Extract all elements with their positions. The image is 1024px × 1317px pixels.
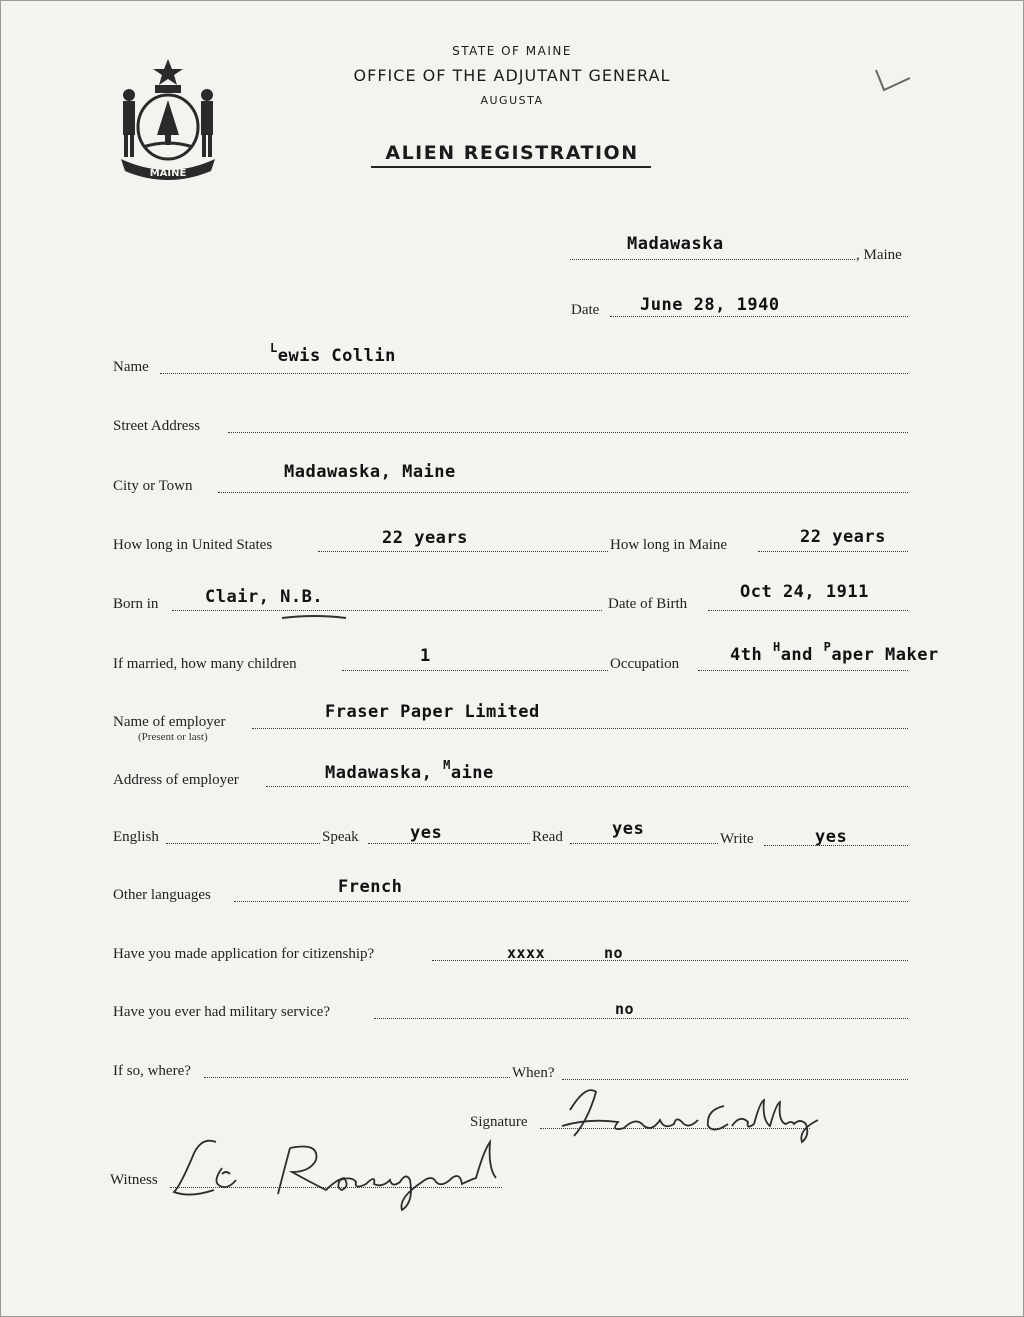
street-line [228,432,908,433]
city-line [218,492,908,493]
children-label: If married, how many children [113,656,297,672]
occupation-line [698,670,908,671]
occupation-value: 4th $^H$and $^P$aper Maker [730,640,939,665]
write-label: Write [720,831,754,847]
city-value: Madawaska, Maine [284,462,456,482]
read-label: Read [532,829,563,845]
city-heading: AUGUSTA [480,94,544,107]
office-heading: OFFICE OF THE ADJUTANT GENERAL [353,66,671,85]
military-line [374,1018,908,1019]
name-value [270,341,396,366]
speak-value: yes [410,823,443,843]
date-label: Date [571,302,600,318]
underline-mark [280,612,350,622]
date-line [610,316,908,317]
city-label: City or Town [113,478,193,494]
title-underline [371,166,651,168]
when-label: When? [512,1065,555,1081]
other-languages-line [234,901,908,902]
military-label: Have you ever had military service? [113,1004,330,1020]
employer-address-line [266,786,908,787]
write-value: yes [815,827,848,847]
how-long-us-label: How long in United States [113,537,273,553]
dob-line [708,610,908,611]
applicant-signature [548,1080,823,1145]
svg-text:MAINE: MAINE [149,168,187,179]
children-line [342,670,608,671]
check-mark-icon [870,60,920,100]
occupation-label: Occupation [610,656,680,672]
maine-label: , Maine [856,247,902,263]
name-rest: ewis Collin [277,346,396,366]
employer-address-label: Address of employer [113,772,239,788]
dob-value: Oct 24, 1911 [740,582,869,602]
if-so-where-line [204,1077,510,1078]
name-label: Name [113,359,149,375]
born-in-line [172,610,602,611]
state-heading: STATE OF MAINE [452,44,572,58]
town-value: Madawaska [627,234,724,254]
read-line [570,843,718,844]
speak-line [368,843,530,844]
how-long-maine-value: 22 years [800,527,886,547]
other-languages-value: French [338,877,403,897]
witness-signature [170,1128,520,1213]
speak-label: Speak [322,829,359,845]
how-long-maine-label: How long in Maine [610,537,728,553]
citizenship-label: Have you made application for citizenship? [113,946,375,962]
dob-label: Date of Birth [608,596,688,612]
name-initial: L [270,341,278,355]
other-languages-label: Other languages [113,887,211,903]
citizenship-line [432,960,908,961]
citizenship-value: no [604,944,624,962]
form-title: ALIEN REGISTRATION [385,142,639,164]
how-long-us-line [318,551,608,552]
town-line [570,259,855,260]
employer-value: Fraser Paper Limited [325,702,540,722]
read-value: yes [612,819,645,839]
street-label: Street Address [113,418,201,434]
employer-note: (Present or last) [138,731,208,743]
how-long-us-value: 22 years [382,528,468,548]
if-so-where-label: If so, where? [113,1063,191,1079]
write-line [764,845,908,846]
born-in-value: Clair, N.B. [205,587,324,607]
witness-label: Witness [110,1172,158,1188]
employer-line [252,728,908,729]
signature-label: Signature [470,1114,528,1130]
military-value: no [615,1000,635,1018]
english-label: English [113,829,159,845]
employer-address-value: Madawaska, $^M$aine [325,758,494,783]
citizenship-struck-value: xxxx [507,944,546,962]
children-value: 1 [420,646,431,666]
name-line [160,373,908,374]
date-value: June 28, 1940 [640,295,780,315]
how-long-maine-line [758,551,908,552]
employer-label: Name of employer [113,714,226,730]
born-in-label: Born in [113,596,159,612]
english-line [166,843,320,844]
